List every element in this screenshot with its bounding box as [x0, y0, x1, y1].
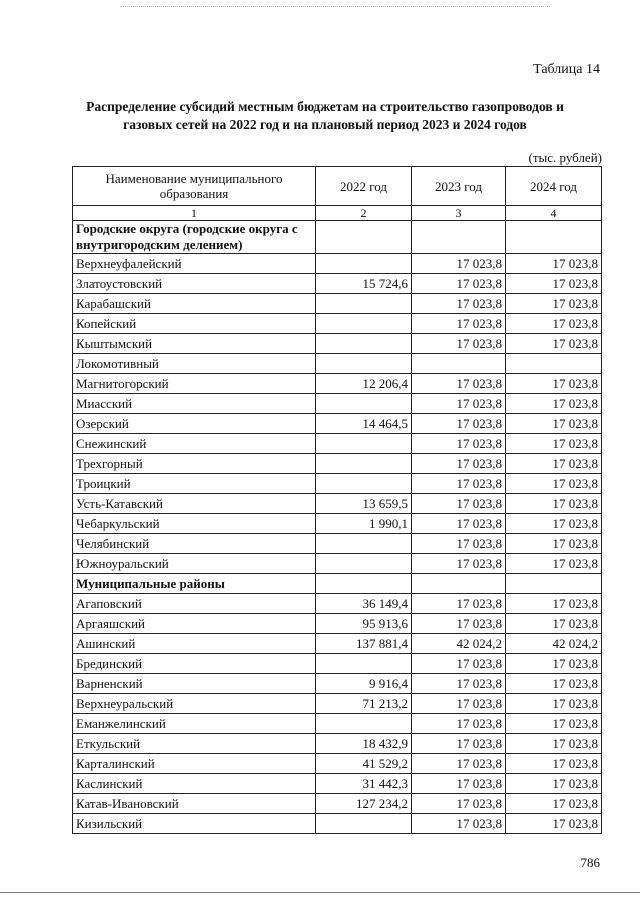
value-2023: 17 023,8 — [412, 754, 506, 774]
value-2022: 137 881,4 — [316, 634, 412, 654]
value-2022: 12 206,4 — [316, 374, 412, 394]
table-row — [73, 794, 602, 814]
table-row — [73, 774, 602, 794]
municipality-name: Брединский — [73, 654, 316, 674]
value-2022 — [316, 221, 412, 254]
municipality-name: Агаповский — [73, 594, 316, 614]
value-2024: 17 023,8 — [506, 714, 602, 734]
value-2023: 17 023,8 — [412, 334, 506, 354]
value-2022 — [316, 314, 412, 334]
value-2024: 17 023,8 — [506, 294, 602, 314]
value-2024: 17 023,8 — [506, 814, 602, 834]
municipality-name: Катав-Ивановский — [73, 794, 316, 814]
column-header-2024: 2024 год — [506, 167, 602, 206]
table-row — [73, 314, 602, 334]
value-2023: 17 023,8 — [412, 494, 506, 514]
value-2024: 17 023,8 — [506, 654, 602, 674]
value-2024: 17 023,8 — [506, 674, 602, 694]
municipality-name: Южноуральский — [73, 554, 316, 574]
value-2024 — [506, 221, 602, 254]
value-2023: 17 023,8 — [412, 474, 506, 494]
municipality-name: Озерский — [73, 414, 316, 434]
municipality-name: Карабашский — [73, 294, 316, 314]
value-2023: 17 023,8 — [412, 414, 506, 434]
municipality-name: Трехгорный — [73, 454, 316, 474]
section-header-row — [73, 221, 602, 254]
value-2024: 17 023,8 — [506, 374, 602, 394]
value-2023: 17 023,8 — [412, 514, 506, 534]
municipality-name: Чебаркульский — [73, 514, 316, 534]
table-row — [73, 814, 602, 834]
value-2022: 13 659,5 — [316, 494, 412, 514]
value-2022 — [316, 474, 412, 494]
column-header-2022: 2022 год — [316, 167, 412, 206]
value-2023: 17 023,8 — [412, 434, 506, 454]
column-number: 4 — [506, 206, 602, 221]
value-2024: 17 023,8 — [506, 594, 602, 614]
value-2024 — [506, 354, 602, 374]
municipality-name: Магнитогорский — [73, 374, 316, 394]
table-row — [73, 274, 602, 294]
value-2023 — [412, 221, 506, 254]
municipality-name: Златоустовский — [73, 274, 316, 294]
value-2024: 42 024,2 — [506, 634, 602, 654]
value-2024: 17 023,8 — [506, 394, 602, 414]
table-row — [73, 754, 602, 774]
value-2023 — [412, 574, 506, 594]
municipality-name: Варненский — [73, 674, 316, 694]
municipality-name: Верхнеуральский — [73, 694, 316, 714]
value-2022 — [316, 814, 412, 834]
value-2024: 17 023,8 — [506, 474, 602, 494]
value-2023: 17 023,8 — [412, 554, 506, 574]
value-2023: 17 023,8 — [412, 374, 506, 394]
value-2022: 95 913,6 — [316, 614, 412, 634]
column-header-name: Наименование муниципального образования — [73, 167, 316, 206]
value-2023: 17 023,8 — [412, 594, 506, 614]
value-2022: 9 916,4 — [316, 674, 412, 694]
table-row — [73, 614, 602, 634]
value-2023: 17 023,8 — [412, 774, 506, 794]
value-2022 — [316, 294, 412, 314]
municipality-name: Кыштымский — [73, 334, 316, 354]
value-2022: 18 432,9 — [316, 734, 412, 754]
column-header-2023: 2023 год — [412, 167, 506, 206]
value-2022 — [316, 574, 412, 594]
table-row — [73, 694, 602, 714]
value-2024: 17 023,8 — [506, 274, 602, 294]
value-2024: 17 023,8 — [506, 734, 602, 754]
value-2022 — [316, 334, 412, 354]
table-row — [73, 414, 602, 434]
value-2022: 71 213,2 — [316, 694, 412, 714]
value-2023: 17 023,8 — [412, 294, 506, 314]
municipality-name: Троицкий — [73, 474, 316, 494]
value-2024: 17 023,8 — [506, 614, 602, 634]
column-number: 2 — [316, 206, 412, 221]
value-2022 — [316, 654, 412, 674]
value-2024: 17 023,8 — [506, 794, 602, 814]
column-number: 3 — [412, 206, 506, 221]
municipality-name: Городские округа (городские округа с внутригородским делением) — [73, 221, 316, 254]
value-2024: 17 023,8 — [506, 774, 602, 794]
value-2023: 17 023,8 — [412, 694, 506, 714]
municipality-name: Кизильский — [73, 814, 316, 834]
municipality-name: Еманжелинский — [73, 714, 316, 734]
table-row — [73, 534, 602, 554]
table-row — [73, 394, 602, 414]
value-2023: 17 023,8 — [412, 394, 506, 414]
value-2023: 17 023,8 — [412, 274, 506, 294]
value-2022: 1 990,1 — [316, 514, 412, 534]
table-row — [73, 254, 602, 274]
municipality-name: Локомотивный — [73, 354, 316, 374]
table-title: Распределение субсидий местным бюджетам на строительство газопроводов и газовых сетей на 2022 год и на плановый период 2023 и 2024 годов — [86, 99, 564, 132]
municipality-name: Копейский — [73, 314, 316, 334]
municipality-name: Аргаяшский — [73, 614, 316, 634]
value-2024: 17 023,8 — [506, 694, 602, 714]
municipality-name: Снежинский — [73, 434, 316, 454]
municipality-name: Еткульский — [73, 734, 316, 754]
value-2022 — [316, 714, 412, 734]
table-row — [73, 554, 602, 574]
municipality-name: Усть-Катавский — [73, 494, 316, 514]
municipality-name: Верхнеуфалейский — [73, 254, 316, 274]
table-body — [73, 221, 602, 834]
footer-rule — [0, 892, 640, 893]
table-row — [73, 334, 602, 354]
value-2022 — [316, 354, 412, 374]
table-row — [73, 454, 602, 474]
table-row — [73, 594, 602, 614]
value-2024: 17 023,8 — [506, 314, 602, 334]
table-row — [73, 494, 602, 514]
table-row — [73, 374, 602, 394]
table-row — [73, 634, 602, 654]
value-2023: 42 024,2 — [412, 634, 506, 654]
value-2023: 17 023,8 — [412, 794, 506, 814]
page-number: 786 — [580, 855, 600, 870]
municipality-name: Муниципальные районы — [73, 574, 316, 594]
municipality-name: Ашинский — [73, 634, 316, 654]
value-2022: 31 442,3 — [316, 774, 412, 794]
value-2023: 17 023,8 — [412, 614, 506, 634]
municipality-name: Каслинский — [73, 774, 316, 794]
value-2024: 17 023,8 — [506, 434, 602, 454]
table-number: Таблица 14 — [533, 62, 600, 77]
table-row — [73, 514, 602, 534]
value-2023 — [412, 354, 506, 374]
table-row — [73, 674, 602, 694]
value-2022 — [316, 394, 412, 414]
subsidy-table — [72, 166, 602, 834]
table-row — [73, 294, 602, 314]
table-row — [73, 354, 602, 374]
value-2022 — [316, 434, 412, 454]
value-2024: 17 023,8 — [506, 334, 602, 354]
value-2024: 17 023,8 — [506, 754, 602, 774]
units-label: (тыс. рублей) — [528, 150, 602, 165]
table-row — [73, 654, 602, 674]
value-2022 — [316, 534, 412, 554]
value-2022 — [316, 254, 412, 274]
value-2023: 17 023,8 — [412, 534, 506, 554]
value-2024: 17 023,8 — [506, 254, 602, 274]
value-2022 — [316, 454, 412, 474]
value-2022 — [316, 554, 412, 574]
value-2023: 17 023,8 — [412, 654, 506, 674]
value-2024: 17 023,8 — [506, 554, 602, 574]
value-2024: 17 023,8 — [506, 494, 602, 514]
value-2023: 17 023,8 — [412, 734, 506, 754]
table-row — [73, 474, 602, 494]
value-2022: 127 234,2 — [316, 794, 412, 814]
value-2024 — [506, 574, 602, 594]
column-number: 1 — [73, 206, 316, 221]
table-row — [73, 734, 602, 754]
column-number-row — [73, 206, 602, 221]
value-2024: 17 023,8 — [506, 454, 602, 474]
value-2022: 41 529,2 — [316, 754, 412, 774]
value-2023: 17 023,8 — [412, 674, 506, 694]
value-2023: 17 023,8 — [412, 314, 506, 334]
value-2023: 17 023,8 — [412, 254, 506, 274]
table-row — [73, 434, 602, 454]
table-header-row — [73, 167, 602, 206]
value-2024: 17 023,8 — [506, 514, 602, 534]
value-2023: 17 023,8 — [412, 454, 506, 474]
value-2023: 17 023,8 — [412, 814, 506, 834]
municipality-name: Челябинский — [73, 534, 316, 554]
scan-artifact-line — [120, 6, 550, 8]
value-2024: 17 023,8 — [506, 414, 602, 434]
value-2022: 36 149,4 — [316, 594, 412, 614]
value-2022: 14 464,5 — [316, 414, 412, 434]
value-2022: 15 724,6 — [316, 274, 412, 294]
municipality-name: Миасский — [73, 394, 316, 414]
value-2024: 17 023,8 — [506, 534, 602, 554]
table-row — [73, 714, 602, 734]
section-header-row — [73, 574, 602, 594]
municipality-name: Карталинский — [73, 754, 316, 774]
value-2023: 17 023,8 — [412, 714, 506, 734]
